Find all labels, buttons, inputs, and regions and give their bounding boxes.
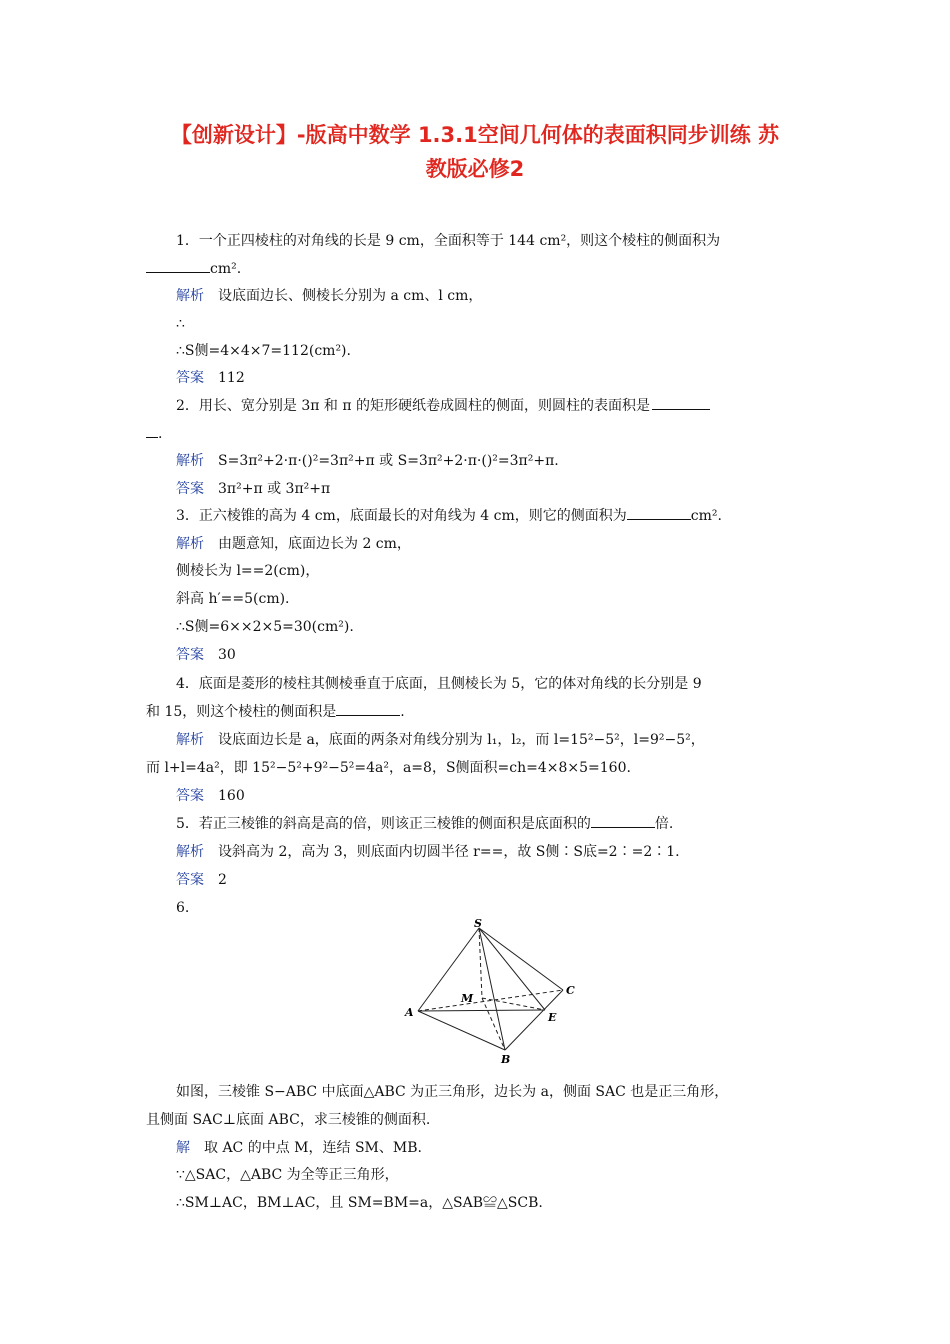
q2-analysis: 解析 S=3π²+2·π·()²=3π²+π 或 S=3π²+2·π·()²=3π²+π. <box>176 453 559 469</box>
answer-blank[interactable] <box>146 260 210 273</box>
edge-SB <box>479 928 505 1050</box>
q3-text: 3．正六棱锥的高为 4 cm，底面最长的对角线为 4 cm，则它的侧面积为 cm². <box>176 508 722 524</box>
q1-step1: ∴ <box>176 316 185 332</box>
q6-text: 如图，三棱锥 S−ABC 中底面△ABC 为正三角形，边长为 a，侧面 SAC 也是正三角形， <box>176 1084 729 1100</box>
vertex-label-A: A <box>405 1006 414 1019</box>
edge-AC-hidden <box>418 990 563 1011</box>
q2-answer: 答案 3π²+π 或 3π²+π <box>176 481 331 497</box>
q4-text: 4．底面是菱形的棱柱其侧棱垂直于底面，且侧棱长为 5，它的体对角线的长分别是 9 <box>176 676 702 692</box>
vertex-label-C: C <box>566 984 575 997</box>
vertex-label-S: S <box>474 918 482 930</box>
q1-answer: 答案 112 <box>176 370 245 386</box>
edge-MB-hidden <box>482 998 505 1050</box>
vertex-label-B: B <box>501 1053 511 1066</box>
q5-answer: 答案 2 <box>176 872 227 888</box>
q1-step2: ∴S侧=4×4×7=112(cm²). <box>176 343 351 359</box>
document-title <box>110 118 840 186</box>
q3-step2: 斜高 h′==5(cm). <box>176 591 290 607</box>
answer-blank[interactable] <box>652 397 710 410</box>
q6-step1: ∵△SAC，△ABC 为全等正三角形， <box>176 1167 399 1183</box>
edge-AB <box>418 1011 505 1050</box>
q6-number: 6. <box>176 900 190 916</box>
q6-text-2: 且侧面 SAC⊥底面 ABC，求三棱锥的侧面积. <box>146 1112 431 1128</box>
q3-step1: 侧棱长为 l==2(cm)， <box>176 563 320 579</box>
edge-AE <box>418 1010 545 1011</box>
answer-blank[interactable] <box>591 815 655 828</box>
edge-ME-hidden <box>482 998 545 1010</box>
analysis-label: 解析 <box>176 288 204 304</box>
q4-analysis: 解析 设底面边长是 a，底面的两条对角线分别为 l₁，l₂，而 l=15²−5²，l=9²−5²， <box>176 732 705 748</box>
q3-step3: ∴S侧=6××2×5=30(cm²). <box>176 619 354 635</box>
answer-blank[interactable] <box>627 507 691 520</box>
q1-text: 1．一个正四棱柱的对角线的长是 9 cm，全面积等于 144 cm²，则这个棱柱的侧面积为 <box>176 233 721 249</box>
analysis-label: 解析 <box>176 844 204 860</box>
title-line-2: 教版必修2 <box>425 157 525 181</box>
q2-blank-tail: . <box>146 425 162 443</box>
answer-label: 答案 <box>176 872 204 888</box>
answer-label: 答案 <box>176 647 204 663</box>
title-line-1: 【创新设计】-版高中数学 1.3.1空间几何体的表面积同步训练 苏 <box>170 123 780 147</box>
answer-blank[interactable] <box>336 703 400 716</box>
q2-text: 2．用长、宽分别是 3π 和 π 的矩形硬纸卷成圆柱的侧面，则圆柱的表面积是 <box>176 397 710 415</box>
q1-blank-line: cm². <box>146 260 241 278</box>
vertex-label-E: E <box>548 1011 557 1024</box>
vertex-label-M: M <box>461 992 474 1005</box>
q4-analysis-2: 而 l+l=4a²，即 15²−5²+9²−5²=4a²，a=8，S侧面积=ch=4×8×5=160. <box>146 760 631 776</box>
q4-answer: 答案 160 <box>176 788 245 804</box>
q3-analysis: 解析 由题意知，底面边长为 2 cm， <box>176 536 411 552</box>
answer-label: 答案 <box>176 481 204 497</box>
q5-text: 5．若正三棱锥的斜高是高的倍，则该正三棱锥的侧面积是底面积的 倍. <box>176 816 674 832</box>
q4-text-2: 和 15，则这个棱柱的侧面积是 . <box>146 704 405 720</box>
analysis-label: 解析 <box>176 536 204 552</box>
q6-solution: 解 取 AC 的中点 M，连结 SM、MB. <box>176 1140 422 1156</box>
q6-step2: ∴SM⊥AC，BM⊥AC，且 SM=BM=a，△SAB≌△SCB. <box>176 1195 543 1211</box>
analysis-label: 解析 <box>176 453 204 469</box>
pyramid-figure <box>400 918 590 1068</box>
analysis-label: 解析 <box>176 732 204 748</box>
q3-answer: 答案 30 <box>176 647 236 663</box>
solution-label: 解 <box>176 1140 190 1156</box>
answer-blank[interactable] <box>146 425 158 438</box>
q1-analysis: 解析 设底面边长、侧棱长分别为 a cm、l cm， <box>176 288 483 304</box>
answer-label: 答案 <box>176 788 204 804</box>
q5-analysis: 解析 设斜高为 2，高为 3，则底面内切圆半径 r==，故 S侧∶S底=2∶=2∶1. <box>176 844 680 860</box>
answer-label: 答案 <box>176 370 204 386</box>
